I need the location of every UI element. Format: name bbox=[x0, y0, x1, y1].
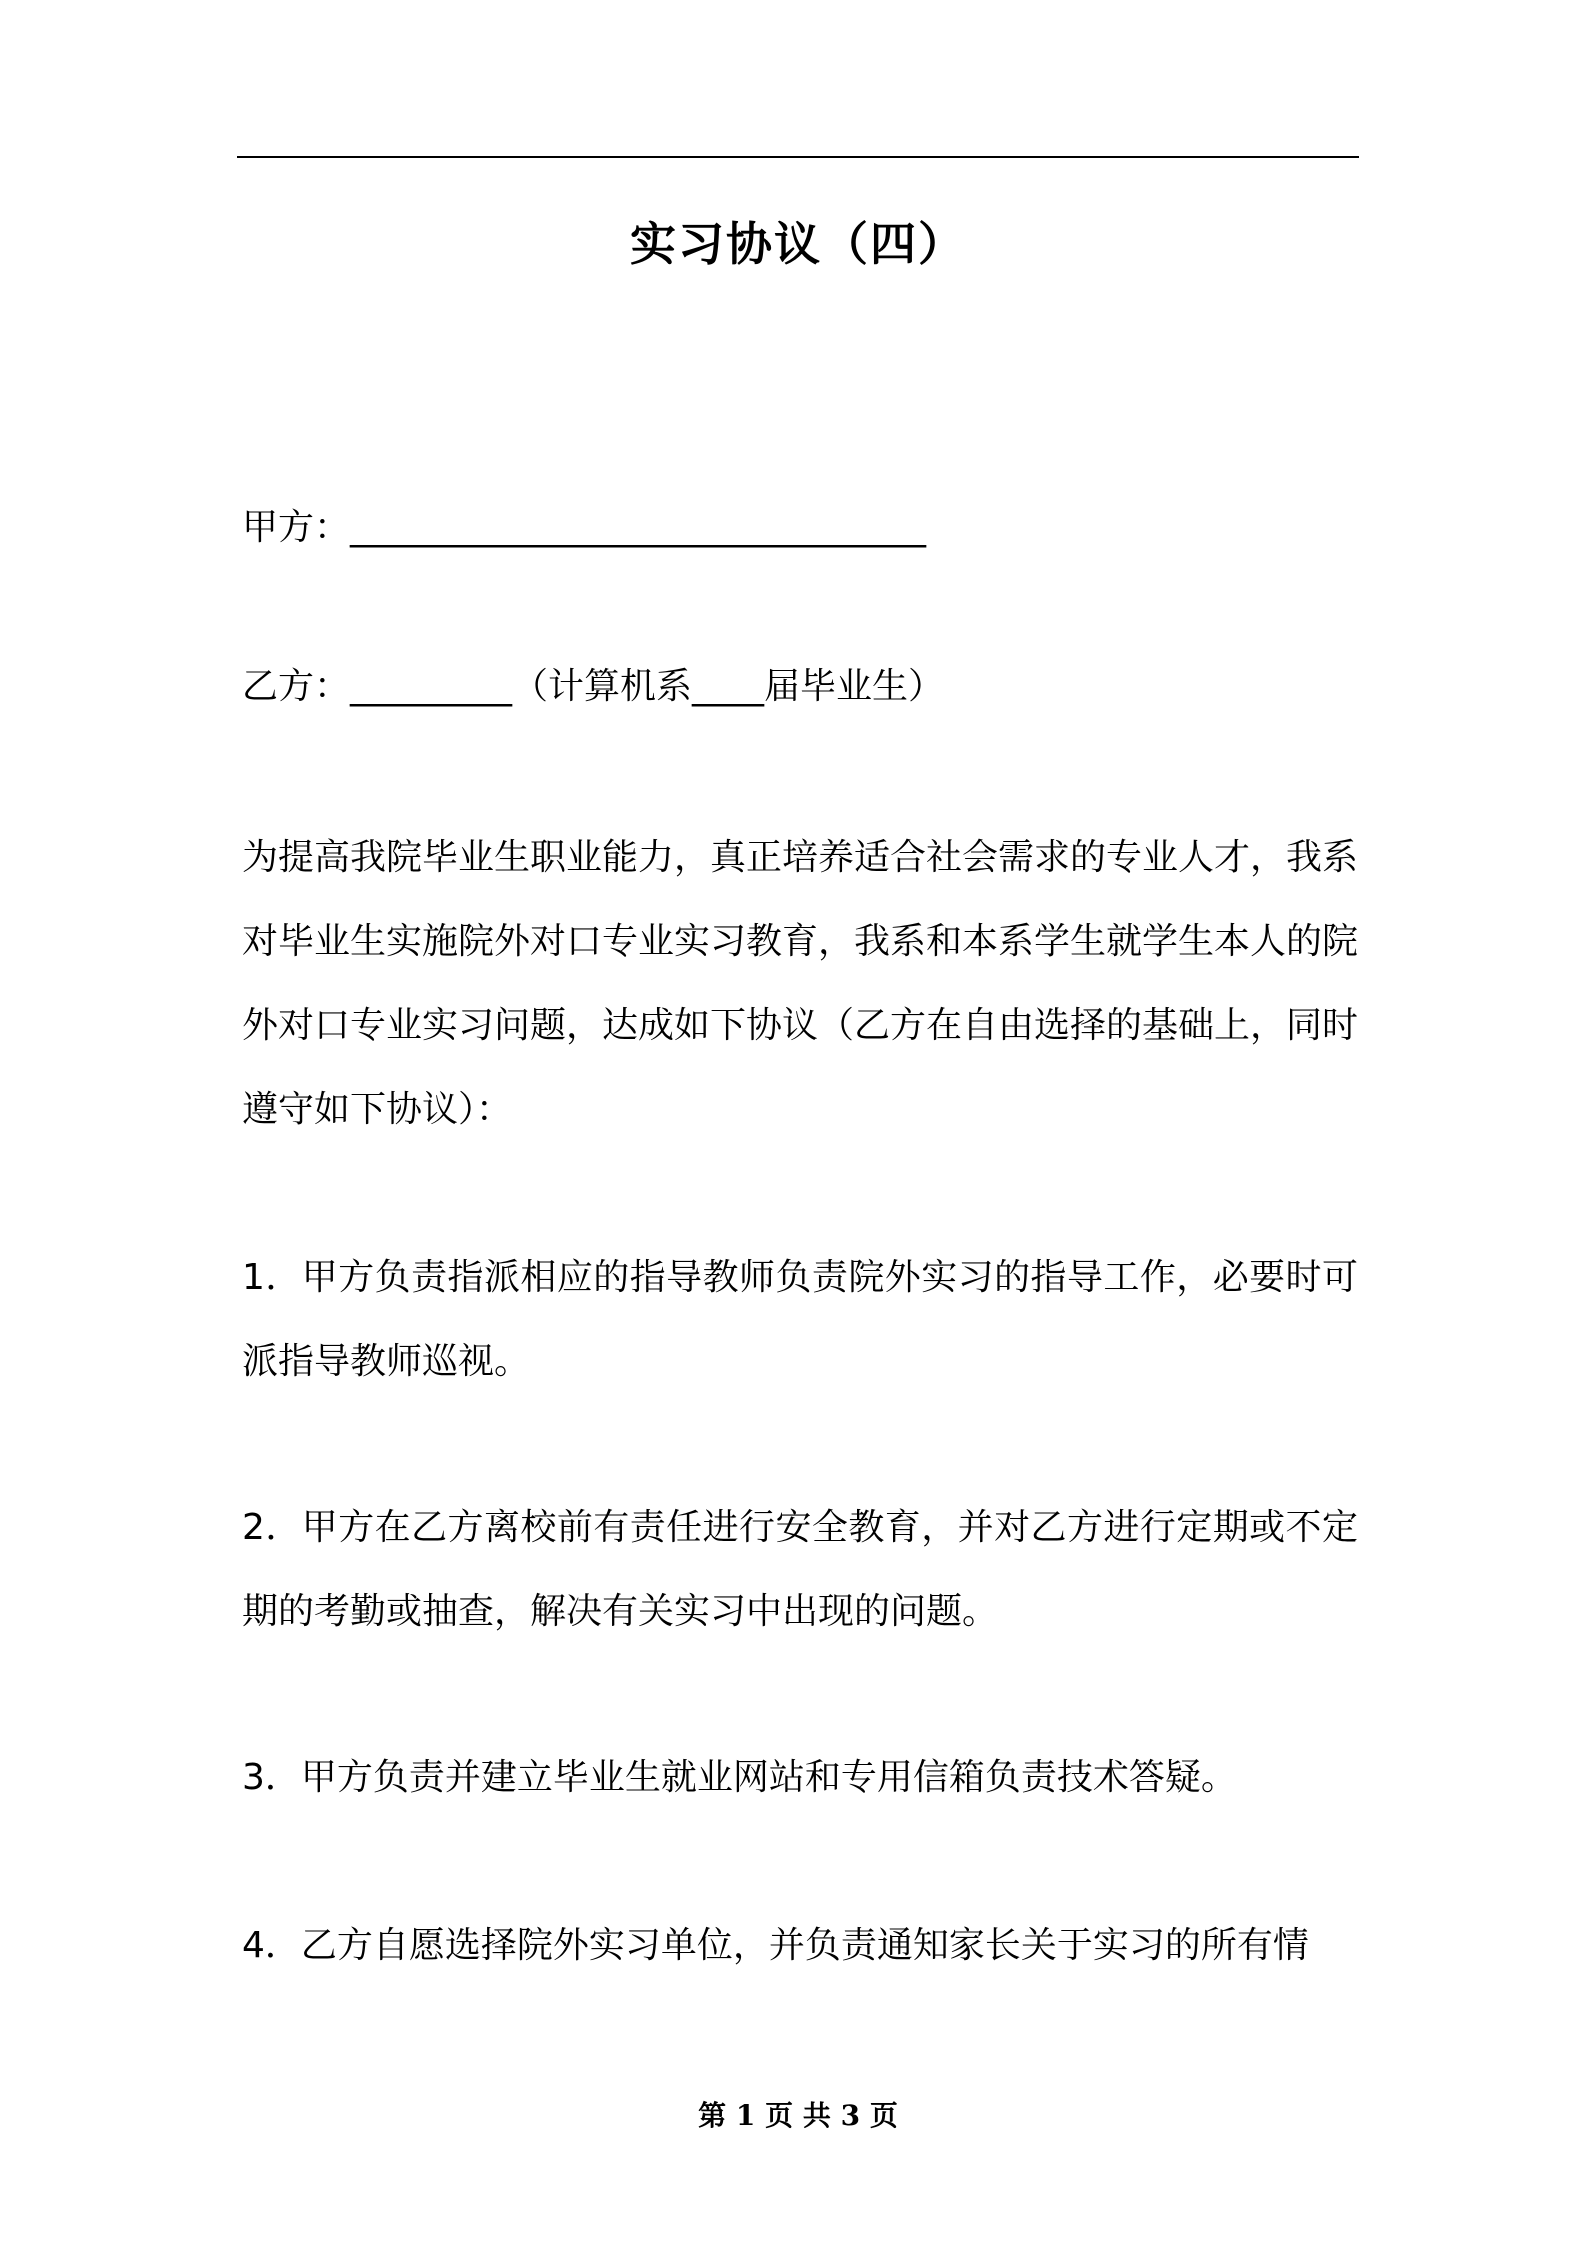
clause-4: 4．乙方自愿选择院外实习单位，并负责通知家长关于实习的所有情 bbox=[242, 1925, 1309, 1966]
document-title: 实习协议（四） bbox=[630, 217, 966, 271]
header-rule bbox=[237, 156, 1359, 158]
party-b-field: 乙方：_________（计算机系____届毕业生） bbox=[242, 666, 945, 707]
clause-1: 1．甲方负责指派相应的指导教师负责院外实习的指导工作，必要时可派指导教师巡视。 bbox=[242, 1257, 1358, 1382]
party-a-field: 甲方：________________________________ bbox=[242, 507, 927, 548]
intro-paragraph: 为提高我院毕业生职业能力，真正培养适合社会需求的专业人才，我系对毕业生实施院外对口专业实习教育，我系和本系学生就学生本人的院外对口专业实习问题，达成如下协议（乙方在自由选择的基础上，同时遵守如下协议）： bbox=[242, 837, 1359, 1130]
clause-2: 2．甲方在乙方离校前有责任进行安全教育，并对乙方进行定期或不定期的考勤或抽查，解决有关实习中出现的问题。 bbox=[242, 1507, 1358, 1632]
clause-3: 3．甲方负责并建立毕业生就业网站和专用信箱负责技术答疑。 bbox=[242, 1757, 1237, 1798]
page-number: 第 1 页 共 3 页 bbox=[698, 2099, 898, 2132]
